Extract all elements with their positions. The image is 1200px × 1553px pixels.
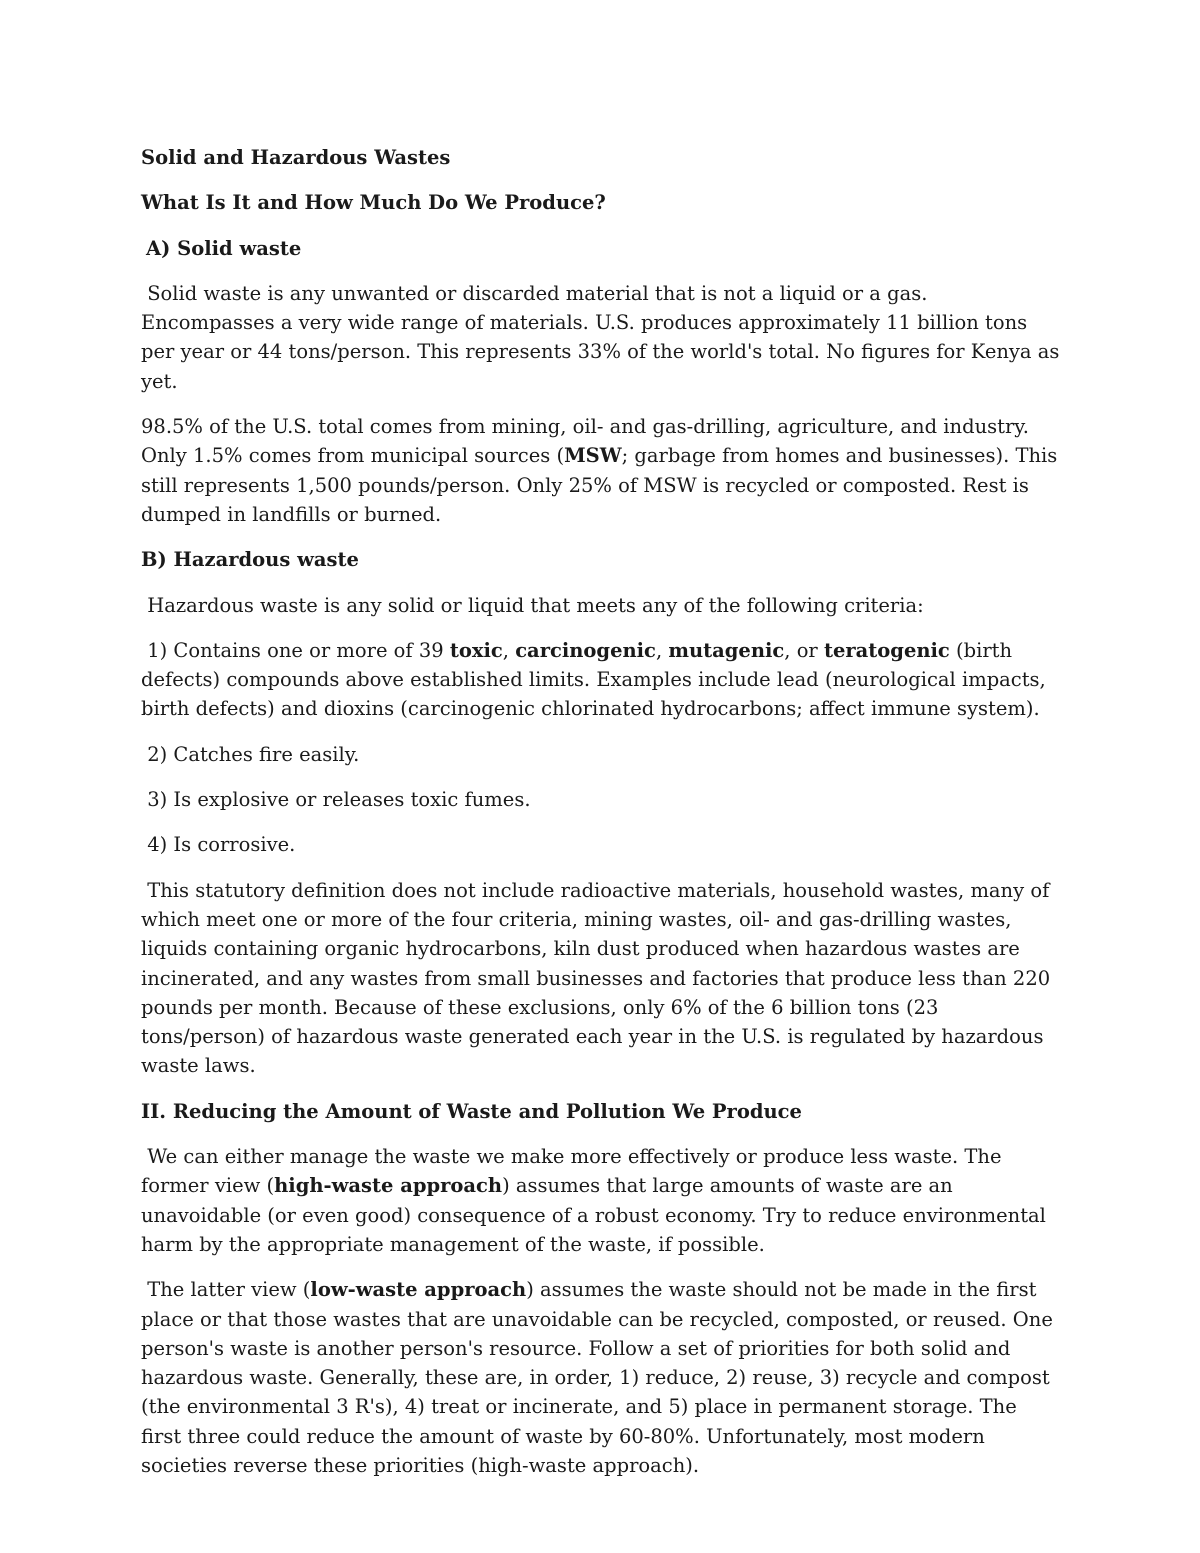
section-2-p1-text-b: ) assumes that large amounts of waste are an unavoidable (or even good) consequence of a robust economy. Try to reduce environmental harm by the appropriate management of the waste, if possible. (141, 1174, 1046, 1256)
criterion-1-sep-3: , or (784, 638, 824, 662)
section-a-paragraph-2 (141, 412, 1061, 529)
criterion-4-text: 4) Is corrosive. (147, 833, 296, 857)
msw-term: MSW (564, 444, 622, 468)
criterion-4 (141, 830, 1061, 859)
criterion-2-text: 2) Catches fire easily. (147, 742, 360, 766)
criterion-1-sep-2: , (655, 638, 669, 662)
section-a-p2-text-b: ; garbage from homes and businesses). This still represents 1,500 pounds/person. Only 25% of MSW is recycled or composted. Rest is dumped in landfills or burned. (141, 444, 1058, 526)
criterion-1-sep-1: , (502, 638, 516, 662)
toxic-term: toxic (449, 638, 503, 662)
carcinogenic-term: carcinogenic (515, 638, 656, 662)
statutory-definition (141, 876, 1061, 1081)
section-a-paragraph-1-text: Solid waste is any unwanted or discarded material that is not a liquid or a gas. Encompasses a very wide range of materials. U.S. produces approximately 11 billion tons per year or 44 tons/person. This represents 33% of the world's total. No figures for Kenya as yet. (141, 281, 1060, 393)
section-b-heading: B) Hazardous waste (141, 548, 359, 572)
section-b-intro-text: Hazardous waste is any solid or liquid that meets any of the following criteria: (147, 593, 924, 617)
document-page (141, 143, 1061, 1496)
section-2-p2-text-b: ) assumes the waste should not be made in the first place or that those wastes that are unavoidable can be recycled, composted, or reused. One person's waste is another person's resource. Follow a set of priorities for both solid and hazardous waste. Generally, these are, in order, 1) reduce, 2) reuse, 3) recycle and compost (the environmental 3 R's), 4) treat or incinerate, and 5) place in permanent storage. The first three could reduce the amount of waste by 60-80%. Unfortunately, most modern societies reverse these priorities (high-waste approach). (141, 1278, 1053, 1477)
criterion-2 (141, 740, 1061, 769)
document-subtitle: What Is It and How Much Do We Produce? (141, 191, 606, 215)
teratogenic-term: teratogenic (823, 638, 950, 662)
section-2-heading: II. Reducing the Amount of Waste and Pollution We Produce (141, 1099, 802, 1123)
section-a-heading: A) Solid waste (146, 236, 302, 260)
criterion-1-text-a: 1) Contains one or more of 39 (147, 638, 450, 662)
criterion-1 (141, 636, 1061, 724)
criterion-3-text: 3) Is explosive or releases toxic fumes. (147, 788, 531, 812)
document-title: Solid and Hazardous Wastes (141, 146, 451, 169)
section-b-intro (141, 591, 1061, 620)
section-a-paragraph-1 (141, 279, 1061, 396)
section-2-paragraph-2 (141, 1275, 1061, 1480)
section-2-p2-text-a: The latter view ( (147, 1278, 311, 1302)
section-2-p1-text-a: We can either manage the waste we make more effectively or produce less waste. The former view ( (141, 1145, 1002, 1198)
criterion-1-text-b: (birth defects) compounds above established limits. Examples include lead (neurological impacts, birth defects) and dioxins (carcinogenic chlorinated hydrocarbons; affect immune system). (141, 638, 1046, 721)
high-waste-term: high-waste approach (274, 1174, 503, 1198)
statutory-definition-text: This statutory definition does not include radioactive materials, household wastes, many of which meet one or more of the four criteria, mining wastes, oil- and gas-drilling wastes, liquids containing organic hydrocarbons, kiln dust produced when hazardous wastes are incinerated, and any wastes from small businesses and factories that produce less than 220 pounds per month. Because of these exclusions, only 6% of the 6 billion tons (23 tons/person) of hazardous waste generated each year in the U.S. is regulated by hazardous waste laws. (141, 878, 1051, 1078)
section-a-p2-text-a: 98.5% of the U.S. total comes from mining, oil- and gas-drilling, agriculture, and industry. Only 1.5% comes from municipal sources ( (141, 415, 1029, 468)
criterion-3 (141, 785, 1061, 814)
low-waste-term: low-waste approach (310, 1278, 527, 1302)
mutagenic-term: mutagenic (668, 638, 785, 662)
section-2-paragraph-1 (141, 1142, 1061, 1259)
